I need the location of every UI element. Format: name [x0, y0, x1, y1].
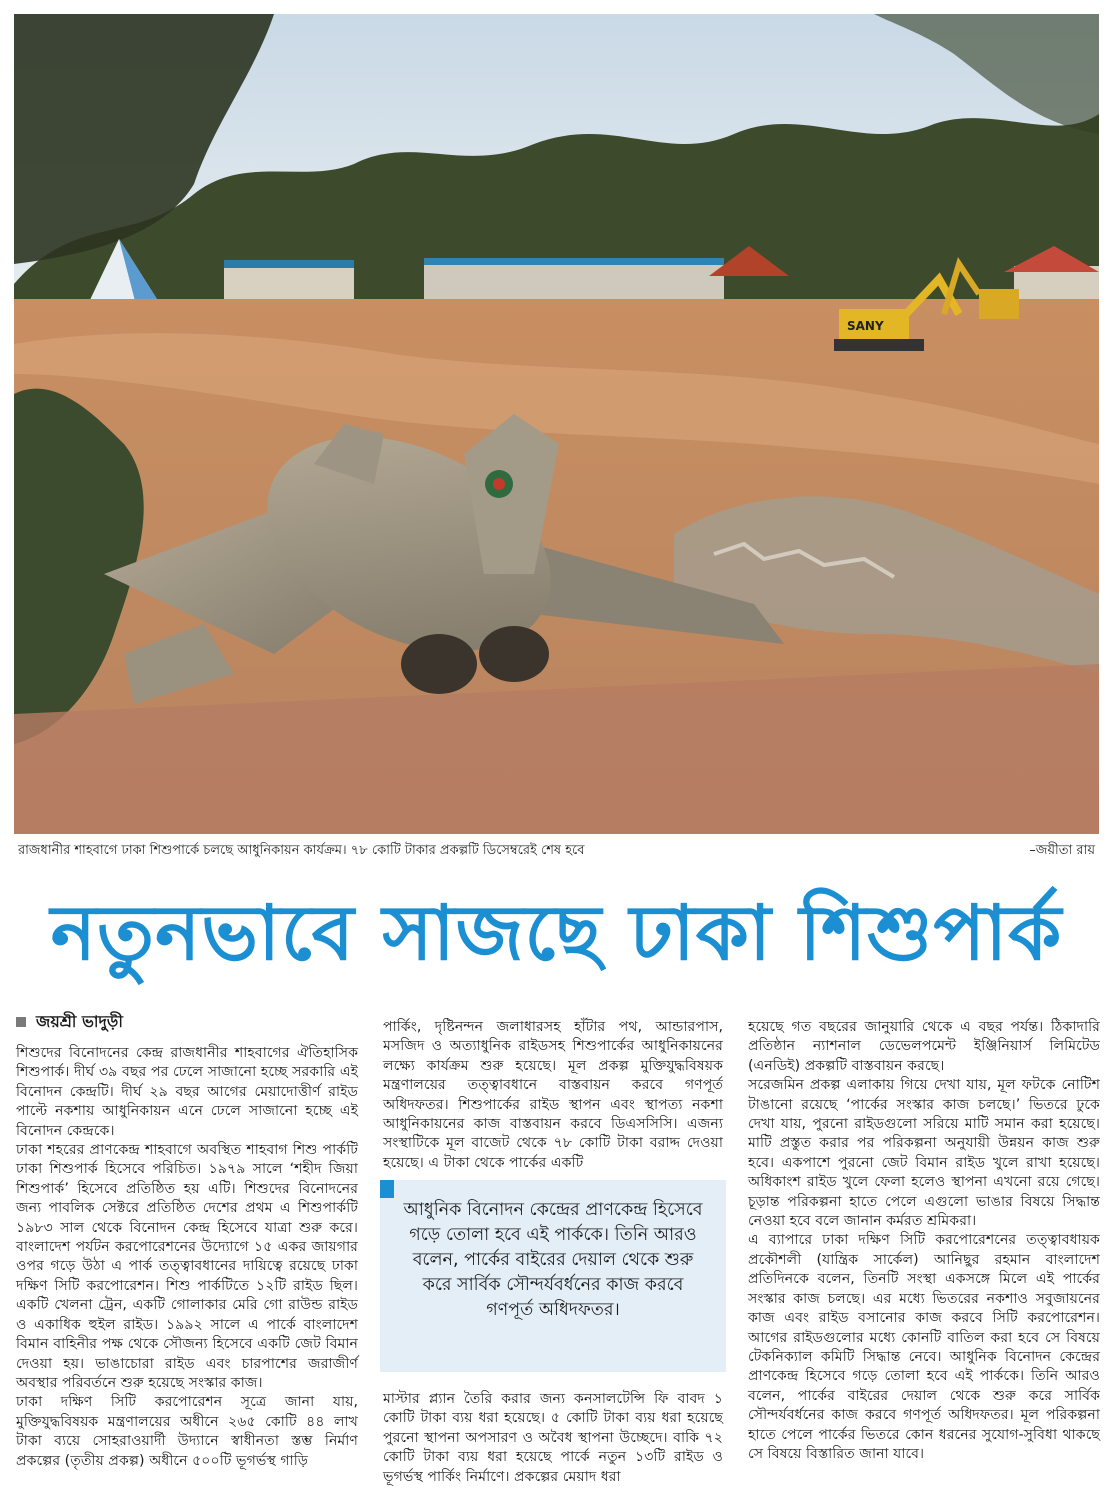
paragraph: ঢাকা শহরের প্রাণকেন্দ্র শাহবাগে অবস্থিত শাহবাগ শিশু পার্কটি ঢাকা শিশুপার্ক হিসেবে পরিচিত। ১৯৭৯ সালে ‘শহীদ জিয়া শিশুপার্ক’ হিসেবে প্রতিষ্ঠিত হয় এটি। শিশুদের বিনোদনের জন্য পাবলিক সেক্টরে প্রতিষ্ঠিত দেশের প্রথম এ শিশুপার্কটি ১৯৮৩ সাল থেকে বিনোদন কেন্দ্র হিসেবে যাত্রা শুরু করে। বাংলাদেশ পর্যটন করপোরেশনের উদ্যোগে ১৫ একর জায়গার ওপর গড়ে উঠা এ পার্ক তত্ত্বাবধানের দায়িত্বে রয়েছে ঢাকা দক্ষিণ সিটি করপোরেশন। শিশু পার্কটিতে ১২টি রাইড ছিল। একটি খেলনা ট্রেন, একটি গোলাকার মেরি গো রাউন্ড রাইড ও একাধিক হুইল রাইড। ১৯৯২ সালে এ পার্কে বাংলাদেশ বিমান বাহিনীর পক্ষ থেকে সৌজন্য হিসেবে একটি জেট বিমান দেওয়া হয়। ভাঙাচোরা রাইড এবং চারপাশের জরাজীর্ণ অবস্থার পরিবর্তনে শুরু হয়েছে সংস্কার কাজ। [16, 1142, 358, 1391]
article-column-3 [748, 1018, 1100, 1464]
paragraph: হয়েছে গত বছরের জানুয়ারি থেকে এ বছর পর্যন্ত। ঠিকাদারি প্রতিষ্ঠান ন্যাশনাল ডেভেলপমেন্ট ইঞ্জিনিয়ার্স লিমিটেড (এনডিই) প্রকল্পটি বাস্তবায়ন করছে। [748, 1019, 1100, 1074]
park-jet-photo-illustration [14, 14, 1099, 834]
pull-quote-box [380, 1180, 726, 1372]
article-column-2 [383, 1018, 723, 1173]
byline [16, 1012, 358, 1032]
pull-quote-marker-icon [380, 1180, 394, 1198]
paragraph: পার্কিং, দৃষ্টিনন্দন জলাধারসহ হাঁটার পথ, আন্ডারপাস, মসজিদ ও অত্যাধুনিক রাইডসহ শিশুপার্কের আধুনিকায়নের লক্ষ্যে কার্যক্রম শুরু হয়েছে। মূল প্রকল্প মুক্তিযুদ্ধবিষয়ক মন্ত্রণালয়ের তত্ত্বাবধানে বাস্তবায়ন করবে গণপূর্ত অধিদফতর। শিশুপার্কের রাইড স্থাপন এবং স্থাপত্য নকশা আধুনিকায়নের কাজ বাস্তবায়ন করবে ডিএসসিসি। এজন্য সংস্থাটিকে মূল বাজেট থেকে ৭৮ কোটি টাকা বরাদ্দ দেওয়া হয়েছে। এ টাকা থেকে পার্কের একটি [383, 1019, 723, 1171]
paragraph: সরেজমিন প্রকল্প এলাকায় গিয়ে দেখা যায়, মূল ফটকে নোটিশ টাঙানো রয়েছে ‘পার্কের সংস্কার কাজ চলছে।’ ভিতরে ঢুকে দেখা যায়, পুরনো রাইডগুলো সরিয়ে মাটি সমান করা হয়েছে। মাটি প্রস্তুত করার পর পরিকল্পনা অনুযায়ী উন্নয়ন কাজ শুরু হবে। একপাশে পুরনো জেট বিমান রাইড খুলে রাখা হয়েছে। অধিকাংশ রাইড খুলে ফেলা হলেও স্থাপনা এখনো রয়ে গেছে। চূড়ান্ত পরিকল্পনা হাতে পেলে এগুলো ভাঙার বিষয়ে সিদ্ধান্ত নেওয়া হবে বলে জানান কর্মরত শ্রমিকরা। [748, 1077, 1100, 1230]
article-photo [14, 14, 1099, 834]
photo-credit: –জয়ীতা রায় [1029, 843, 1095, 858]
byline-author: জয়শ্রী ভাদুড়ী [36, 1012, 123, 1032]
article-column-2-continued [383, 1390, 723, 1487]
paragraph: শিশুদের বিনোদনের কেন্দ্র রাজধানীর শাহবাগের ঐতিহাসিক শিশুপার্ক। দীর্ঘ ৩৯ বছর পর ঢেলে সাজানো হচ্ছে সরকারি এই বিনোদন কেন্দ্রটি। দীর্ঘ ২৯ বছর আগের মেয়াদোত্তীর্ণ রাইড পাল্টে নকশায় আধুনিকায়ন এনে ঢেলে সাজানো হচ্ছে এই বিনোদন কেন্দ্রকে। [16, 1045, 358, 1139]
paragraph: মাস্টার প্ল্যান তৈরি করার জন্য কনসালটেন্সি ফি বাবদ ১ কোটি টাকা ব্যয় ধরা হয়েছে। ৫ কোটি টাকা ব্যয় ধরা হয়েছে পুরনো স্থাপনা অপসারণ ও অবৈধ স্থাপনা উচ্ছেদে। বাকি ৭২ কোটি টাকা ব্যয় ধরা হয়েছে পার্কে নতুন ১৩টি রাইড ও ভূগর্ভস্থ পার্কিং নির্মাণে। প্রকল্পের মেয়াদ ধরা [383, 1391, 723, 1485]
article-column-1 [16, 1012, 358, 1471]
byline-square-icon [16, 1017, 26, 1027]
machine-brand-label: SANY [847, 319, 884, 333]
article-headline: নতুনভাবে সাজছে ঢাকা শিশুপার্ক [50, 888, 1063, 977]
photo-caption: রাজধানীর শাহবাগে ঢাকা শিশুপার্কে চলছে আধুনিকায়ন কার্যক্রম। ৭৮ কোটি টাকার প্রকল্পটি ডিসেম্বরেই শেষ হবে [18, 843, 585, 858]
photo-caption-row [14, 838, 1099, 864]
paragraph: এ ব্যাপারে ঢাকা দক্ষিণ সিটি করপোরেশনের তত্ত্বাবধায়ক প্রকৌশলী (যান্ত্রিক সার্কেল) আনিছুর রহমান বাংলাদেশ প্রতিদিনকে বলেন, তিনটি সংস্থা একসঙ্গে মিলে এই পার্কের সংস্কার কাজ চলছে। এর মধ্যে ভিতরের নকশাও সবুজায়নের কাজ এবং রাইড বসানোর কাজ করবে সিটি করপোরেশন। আগের রাইডগুলোর মধ্যে কোনটি বাতিল করা হবে সে বিষয়ে টেকনিক্যাল কমিটি সিদ্ধান্ত নেবে। আধুনিক বিনোদন কেন্দ্রের প্রাণকেন্দ্র হিসেবে গড়ে তোলা হবে এই পার্ককে। তিনি আরও বলেন, পার্কের বাইরের দেয়াল থেকে শুরু করে সার্বিক সৌন্দর্যবর্ধনের কাজ করবে গণপূর্ত অধিদফতর। মূল পরিকল্পনা হাতে পেলে পার্কের ভিতরে কোন ধরনের সুযোগ-সুবিধা থাকছে সে বিষয়ে বিস্তারিত জানা যাবে। [748, 1232, 1100, 1462]
pull-quote-text: আধুনিক বিনোদন কেন্দ্রের প্রাণকেন্দ্র হিসেবে গড়ে তোলা হবে এই পার্ককে। তিনি আরও বলেন, পার্কের বাইরের দেয়াল থেকে শুরু করে সার্বিক সৌন্দর্যবর্ধনের কাজ করবে গণপূর্ত অধিদফতর। [403, 1200, 703, 1320]
paragraph: ঢাকা দক্ষিণ সিটি করপোরেশন সূত্রে জানা যায়, মুক্তিযুদ্ধবিষয়ক মন্ত্রণালয়ের অধীনে ২৬৫ কোটি ৪৪ লাখ টাকা ব্যয়ে সোহরাওয়ার্দী উদ্যানে স্বাধীনতা স্তম্ভ নির্মাণ প্রকল্পের (তৃতীয় প্রকল্প) অধীনে ৫০০টি ভূগর্ভস্থ গাড়ি [16, 1394, 358, 1469]
